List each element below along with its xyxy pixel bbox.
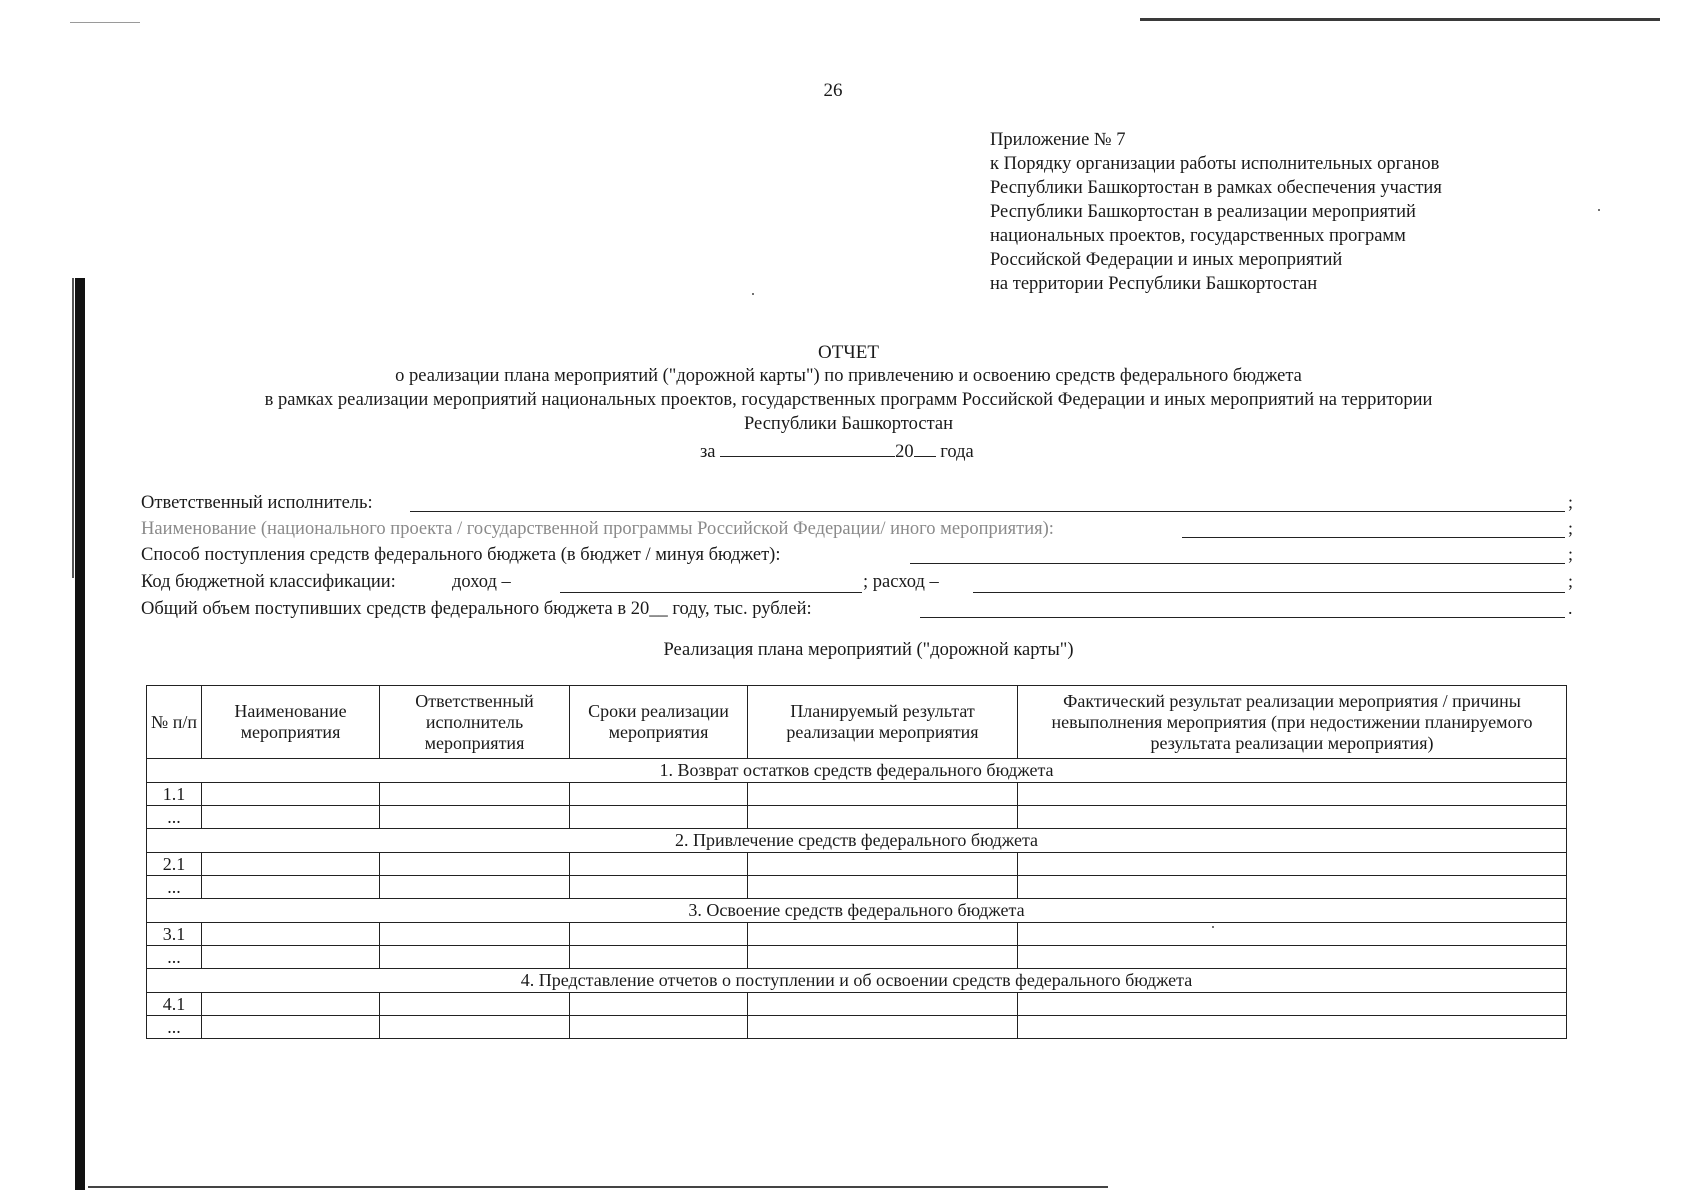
table-cell[interactable] bbox=[1018, 1016, 1567, 1039]
table-row bbox=[147, 1016, 1567, 1039]
table-cell[interactable] bbox=[380, 923, 570, 946]
section-title: Реализация плана мероприятий ("дорожной карты") bbox=[663, 640, 1074, 660]
column-header: Ответственный исполнитель мероприятия bbox=[380, 686, 570, 759]
page-number: 26 bbox=[823, 80, 843, 101]
report-subtitle-line: в рамках реализации мероприятий национальных проектов, государственных программ Российской Федерации и иных мероприятий на территории bbox=[264, 390, 1433, 410]
report-subtitle-line: Республики Башкортостан bbox=[743, 414, 953, 434]
table-cell[interactable] bbox=[748, 993, 1018, 1016]
column-header: Планируемый результат реализации мероприятия bbox=[748, 686, 1018, 759]
field-terminator: ; bbox=[1568, 492, 1574, 512]
scan-edge-bottom bbox=[88, 1186, 1108, 1188]
table-cell[interactable] bbox=[380, 993, 570, 1016]
table-group-row bbox=[147, 759, 1567, 783]
period-year-blank[interactable] bbox=[914, 438, 936, 457]
row-number: 3.1 bbox=[147, 923, 202, 946]
appendix-line: Республики Башкортостан в рамках обеспечения участия bbox=[990, 178, 1442, 198]
appendix-block bbox=[990, 128, 1442, 296]
period-prefix: за bbox=[700, 442, 716, 462]
group-title: 4. Представление отчетов о поступлении и об освоении средств федерального бюджета bbox=[147, 969, 1567, 993]
table-cell[interactable] bbox=[380, 783, 570, 806]
table-row bbox=[147, 853, 1567, 876]
row-number: ... bbox=[147, 806, 202, 829]
scan-speck bbox=[1598, 209, 1600, 211]
group-title: 3. Освоение средств федерального бюджета bbox=[147, 899, 1567, 923]
table-cell[interactable] bbox=[202, 1016, 380, 1039]
table-cell[interactable] bbox=[1018, 946, 1567, 969]
report-title: ОТЧЕТ bbox=[818, 342, 879, 363]
table-cell[interactable] bbox=[748, 1016, 1018, 1039]
field-terminator: ; bbox=[1568, 518, 1574, 538]
table-cell[interactable] bbox=[570, 1016, 748, 1039]
table-cell[interactable] bbox=[570, 993, 748, 1016]
table-cell[interactable] bbox=[380, 806, 570, 829]
field-terminator: ; bbox=[1568, 544, 1574, 564]
appendix-line: национальных проектов, государственных программ bbox=[990, 226, 1406, 246]
row-number: 2.1 bbox=[147, 853, 202, 876]
scan-edge-top-left bbox=[70, 22, 140, 23]
table-group-row bbox=[147, 899, 1567, 923]
table-cell[interactable] bbox=[380, 1016, 570, 1039]
table-row bbox=[147, 876, 1567, 899]
table-cell[interactable] bbox=[1018, 783, 1567, 806]
field-label: Код бюджетной классификации: bbox=[141, 572, 396, 592]
table-row bbox=[147, 946, 1567, 969]
table-cell[interactable] bbox=[570, 946, 748, 969]
table-cell[interactable] bbox=[1018, 806, 1567, 829]
column-header: № п/п bbox=[147, 686, 202, 759]
table-group-row bbox=[147, 829, 1567, 853]
table-header-row bbox=[147, 686, 1567, 759]
scan-speck bbox=[752, 293, 754, 295]
table-cell[interactable] bbox=[202, 876, 380, 899]
appendix-line: на территории Республики Башкортостан bbox=[990, 274, 1318, 294]
plan-table bbox=[146, 685, 1567, 1039]
table-cell[interactable] bbox=[380, 876, 570, 899]
scan-edge-top bbox=[1140, 18, 1660, 21]
table-cell[interactable] bbox=[202, 783, 380, 806]
table-cell[interactable] bbox=[748, 923, 1018, 946]
table-row bbox=[147, 923, 1567, 946]
field-label: Общий объем поступивших средств федерального бюджета в 20__ году, тыс. рублей: bbox=[141, 599, 812, 619]
table-cell[interactable] bbox=[570, 806, 748, 829]
period-suffix: года bbox=[940, 442, 974, 462]
report-period bbox=[700, 438, 974, 463]
table-cell[interactable] bbox=[570, 853, 748, 876]
row-number: 1.1 bbox=[147, 783, 202, 806]
column-header: Сроки реализации мероприятия bbox=[570, 686, 748, 759]
table-cell[interactable] bbox=[1018, 993, 1567, 1016]
period-year: 20 bbox=[895, 442, 914, 462]
row-number: ... bbox=[147, 1016, 202, 1039]
field-terminator: ; bbox=[1568, 571, 1574, 591]
table-cell[interactable] bbox=[748, 876, 1018, 899]
table-cell[interactable] bbox=[1018, 853, 1567, 876]
field-label: Наименование (национального проекта / государственной программы Российской Федерации/ иного мероприятия): bbox=[141, 519, 1054, 539]
table-cell[interactable] bbox=[202, 923, 380, 946]
row-number: 4.1 bbox=[147, 993, 202, 1016]
table-cell[interactable] bbox=[202, 853, 380, 876]
field-kbk-expense-line[interactable] bbox=[973, 592, 1565, 593]
field-label: ; расход – bbox=[863, 572, 939, 592]
table-cell[interactable] bbox=[380, 946, 570, 969]
field-label: Ответственный исполнитель: bbox=[141, 493, 373, 513]
table-cell[interactable] bbox=[202, 806, 380, 829]
appendix-line: Приложение № 7 bbox=[990, 130, 1126, 150]
table-row bbox=[147, 806, 1567, 829]
row-number: ... bbox=[147, 876, 202, 899]
field-total-line[interactable] bbox=[920, 617, 1565, 618]
group-title: 2. Привлечение средств федерального бюджета bbox=[147, 829, 1567, 853]
column-header: Наименование мероприятия bbox=[202, 686, 380, 759]
table-cell[interactable] bbox=[380, 853, 570, 876]
field-responsible-line[interactable] bbox=[410, 511, 1565, 512]
table-cell[interactable] bbox=[570, 923, 748, 946]
field-kbk-income-line[interactable] bbox=[560, 592, 862, 593]
table-cell[interactable] bbox=[1018, 923, 1567, 946]
table-group-row bbox=[147, 969, 1567, 993]
table-cell[interactable] bbox=[748, 783, 1018, 806]
table-cell[interactable] bbox=[202, 946, 380, 969]
field-name-line[interactable] bbox=[1182, 537, 1565, 538]
table-cell[interactable] bbox=[202, 993, 380, 1016]
field-label: Способ поступления средств федерального бюджета (в бюджет / минуя бюджет): bbox=[141, 545, 781, 565]
field-label: доход – bbox=[452, 572, 511, 592]
group-title: 1. Возврат остатков средств федерального бюджета bbox=[147, 759, 1567, 783]
column-header: Фактический результат реализации мероприятия / причины невыполнения мероприятия (при недостижении планируемого результата реализации мероприятия) bbox=[1018, 686, 1567, 759]
table-cell[interactable] bbox=[748, 806, 1018, 829]
report-subtitle-line: о реализации плана мероприятий ("дорожной карты") по привлечению и освоению средств федерального бюджета bbox=[395, 366, 1302, 386]
table-cell[interactable] bbox=[570, 876, 748, 899]
table-row bbox=[147, 993, 1567, 1016]
field-method-line[interactable] bbox=[910, 563, 1565, 564]
row-number: ... bbox=[147, 946, 202, 969]
appendix-line: к Порядку организации работы исполнительных органов bbox=[990, 154, 1440, 174]
table-row bbox=[147, 783, 1567, 806]
period-blank[interactable] bbox=[720, 438, 895, 457]
appendix-line: Российской Федерации и иных мероприятий bbox=[990, 250, 1343, 270]
table-cell[interactable] bbox=[1018, 876, 1567, 899]
table-cell[interactable] bbox=[570, 783, 748, 806]
field-terminator: . bbox=[1568, 598, 1573, 618]
appendix-line: Республики Башкортостан в реализации мероприятий bbox=[990, 202, 1416, 222]
table-cell[interactable] bbox=[748, 853, 1018, 876]
table-cell[interactable] bbox=[748, 946, 1018, 969]
